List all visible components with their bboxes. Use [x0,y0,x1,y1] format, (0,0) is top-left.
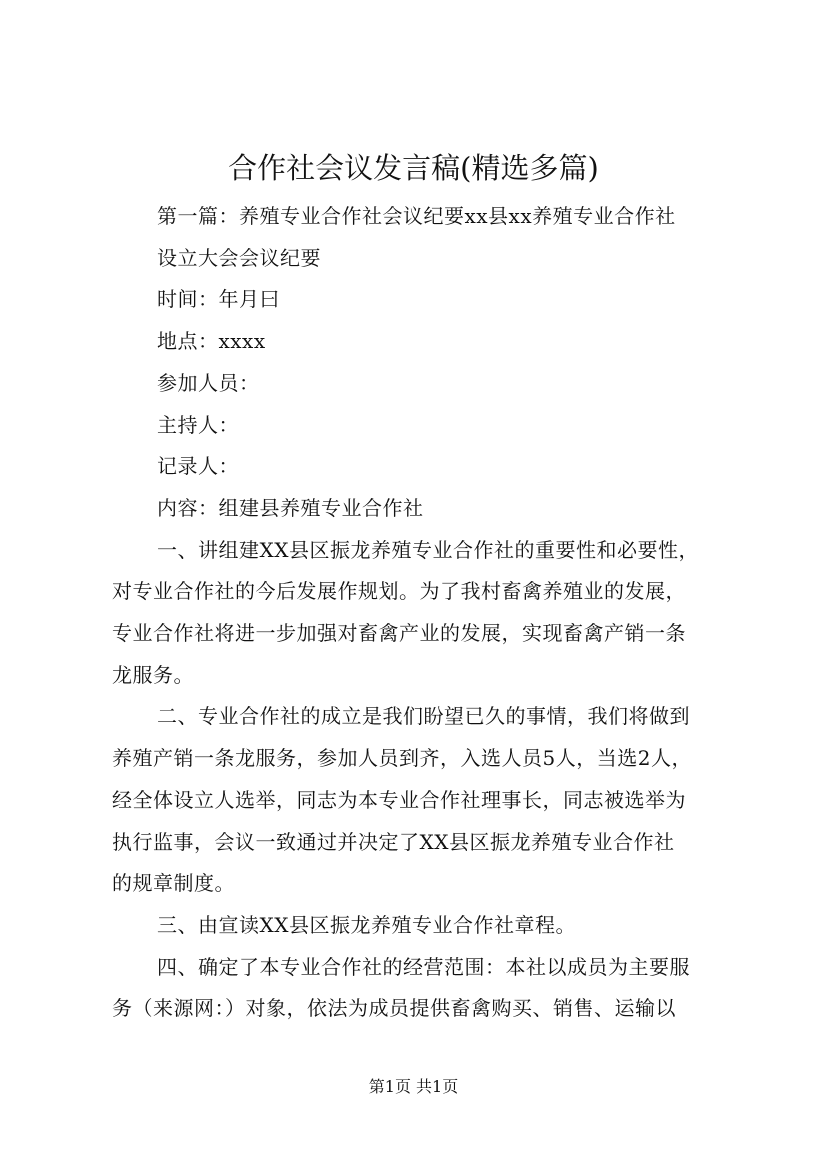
page-footer: 第1页 共1页 [368,1077,459,1096]
document-body [112,196,734,1030]
text-line: 务（来源网：）对象，依法为成员提供畜禽购买、销售、运输以 [112,996,676,1021]
text-line: 记录人： [157,454,239,479]
text-line: 参加人员： [157,370,260,395]
text-line: 一、讲组建XX县区振龙养殖专业合作社的重要性和必要性， [157,537,699,562]
text-line: 时间：年月曰 [157,287,280,312]
text-line: 执行监事，会议一致通过并决定了XX县区振龙养殖专业合作社 [112,829,675,854]
text-line: 三、由宣读XX县区振龙养殖专业合作社章程。 [157,912,576,937]
text-line: 设立大会会议纪要 [157,245,321,270]
text-line: 四、确定了本专业合作社的经营范围：本社以成员为主要服 [157,954,690,979]
text-line: 二、专业合作社的成立是我们盼望已久的事情，我们将做到 [157,704,690,729]
text-line: 经全体设立人选举，同志为本专业合作社理事长，同志被选举为 [112,787,686,812]
text-line: 的规章制度。 [112,871,235,896]
text-line: 龙服务。 [112,662,194,687]
text-line: 专业合作社将进一步加强对畜禽产业的发展，实现畜禽产销一条 [112,621,686,646]
text-line: 对专业合作社的今后发展作规划。为了我村畜禽养殖业的发展， [112,579,686,604]
text-line: 主持人： [157,412,239,437]
text-line: 第一篇：养殖专业合作社会议纪要xx县xx养殖专业合作社 [157,204,676,228]
document-title: 合作社会议发言稿(精选多篇) [228,151,599,185]
text-line: 内容：组建县养殖专业合作社 [157,495,424,520]
text-line: 地点：xxxx [157,329,266,354]
text-line: 养殖产销一条龙服务，参加人员到齐，入选人员5人，当选2人， [112,746,692,771]
